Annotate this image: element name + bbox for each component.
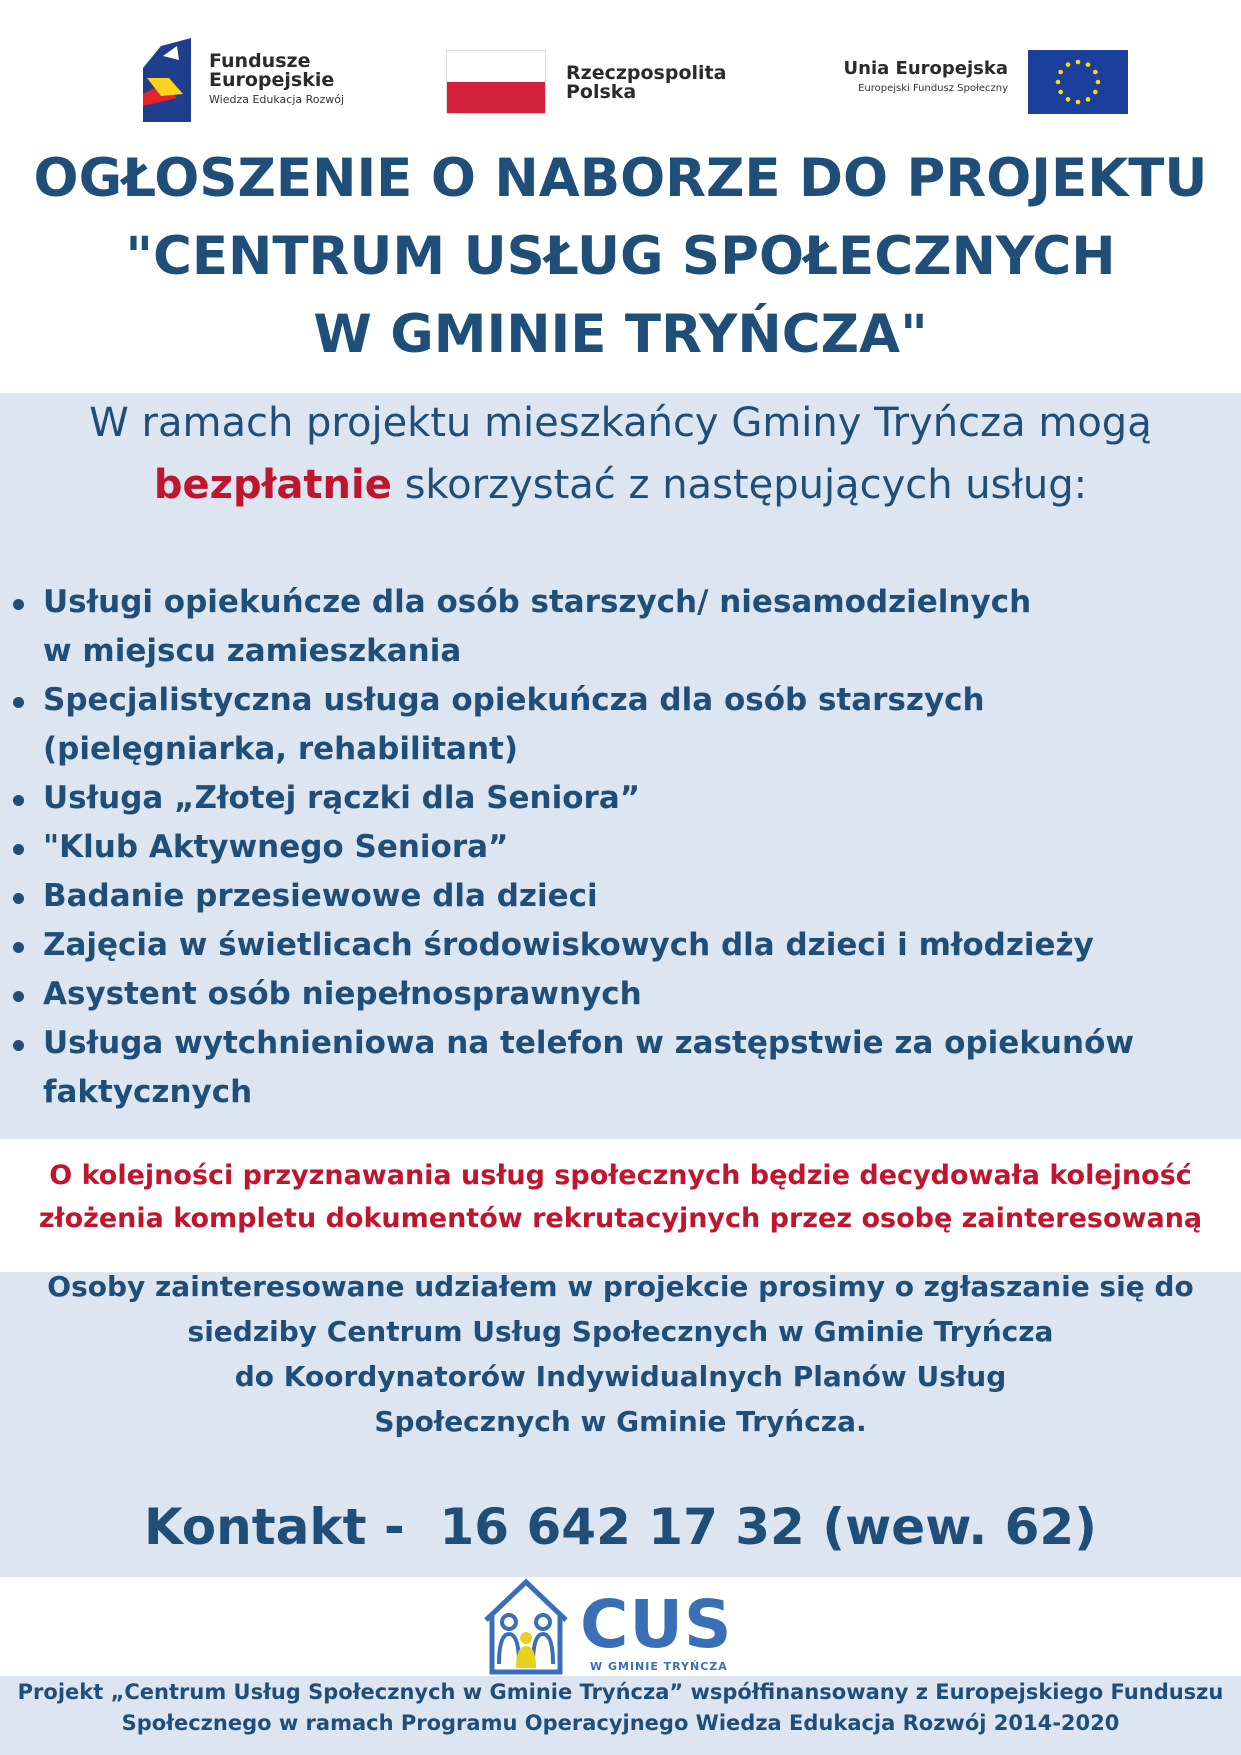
cus-logo	[482, 1578, 732, 1676]
free-highlight: bezpłatnie	[153, 462, 392, 508]
unia-europejska-logo	[796, 50, 1132, 116]
list-item: "Klub Aktywnego Seniora”	[10, 823, 1210, 872]
fundusze-line1: Fundusze	[209, 50, 311, 72]
eu-star-icon	[1058, 70, 1063, 75]
invite-text: Osoby zainteresowane udziałem w projekcie prosimy o zgłaszanie się do siedziby Centrum Usług Społecznych w Gminie Tryńcza do Koordynatorów Indywidualnych Planów Usług Społecznych w Gminie Tryńcza.	[47, 1270, 1194, 1438]
house-family-icon	[482, 1578, 570, 1676]
order-notice: O kolejności przyznawania usług społecznych będzie decydowała kolejność złożenia kompletu dokumentów rekrutacyjnych przez osobę zainteresowaną	[38, 1160, 1203, 1234]
page-title	[0, 140, 1241, 374]
eu-star-icon	[1093, 90, 1098, 95]
project-footer: Projekt „Centrum Usług Społecznych w Gminie Tryńcza” współfinansowany z Europejskiego Funduszu Społecznego w ramach Programu Operacyjnego Wiedza Edukacja Rozwój 2014-2020	[17, 1680, 1224, 1735]
eu-star-icon	[1066, 62, 1071, 67]
title-line1: OGŁOSZENIE O NABORZE DO PROJEKTU	[33, 148, 1208, 209]
fundusze-line2: Europejskie	[209, 69, 335, 91]
eu-star-icon	[1056, 80, 1061, 85]
list-item: Badanie przesiewowe dla dzieci	[10, 872, 1210, 921]
eu-star-icon	[1096, 80, 1101, 85]
list-item: Zajęcia w świetlicach środowiskowych dla dzieci i młodzieży	[10, 921, 1210, 970]
unia-line1: Unia Europejska	[843, 58, 1008, 79]
rzeczpospolita-line1: Rzeczpospolita	[566, 62, 727, 84]
rzeczpospolita-polska-logo	[446, 50, 746, 116]
cus-sub: W GMINIE TRYŃCZA	[590, 1660, 728, 1673]
polish-flag-icon	[446, 50, 546, 114]
list-item: Specjalistyczna usługa opiekuńcza dla osób starszych (pielęgniarka, rehabilitant)	[10, 676, 1210, 774]
cus-text: CUS	[580, 1586, 733, 1663]
services-list	[10, 578, 1210, 1117]
title-line3: W GMINIE TRYŃCZA"	[313, 304, 928, 365]
intro-line2	[0, 454, 1241, 516]
list-item: Usługa wytchnieniowa na telefon w zastępstwie za opiekunów faktycznych	[10, 1019, 1210, 1117]
eu-star-icon	[1086, 97, 1091, 102]
eu-flag-icon	[1028, 50, 1128, 114]
eu-star-icon	[1093, 70, 1098, 75]
fundusze-sub: Wiedza Edukacja Rozwój	[209, 93, 345, 106]
list-item: Usługi opiekuńcze dla osób starszych/ niesamodzielnych w miejscu zamieszkania	[10, 578, 1210, 676]
rzeczpospolita-line2: Polska	[566, 81, 637, 103]
contact-phone[interactable]: Kontakt - 16 642 17 32 (wew. 62)	[143, 1498, 1098, 1556]
eu-star-icon	[1076, 100, 1081, 105]
fundusze-europejskie-logo	[143, 38, 393, 122]
intro-text	[0, 392, 1241, 516]
intro-line1: W ramach projektu mieszkańcy Gminy Tryńcza mogą	[89, 400, 1152, 446]
fundusze-europejskie-icon	[143, 38, 195, 122]
intro-line2-rest: skorzystać z następujących usług:	[391, 462, 1088, 508]
eu-star-icon	[1058, 90, 1063, 95]
eu-star-icon	[1066, 97, 1071, 102]
eu-star-icon	[1086, 62, 1091, 67]
unia-sub: Europejski Fundusz Społeczny	[858, 83, 1008, 94]
eu-star-icon	[1076, 60, 1081, 65]
list-item: Asystent osób niepełnosprawnych	[10, 970, 1210, 1019]
title-line2: "CENTRUM USŁUG SPOŁECZNYCH	[125, 226, 1116, 287]
list-item: Usługa „Złotej rączki dla Seniora”	[10, 774, 1210, 823]
